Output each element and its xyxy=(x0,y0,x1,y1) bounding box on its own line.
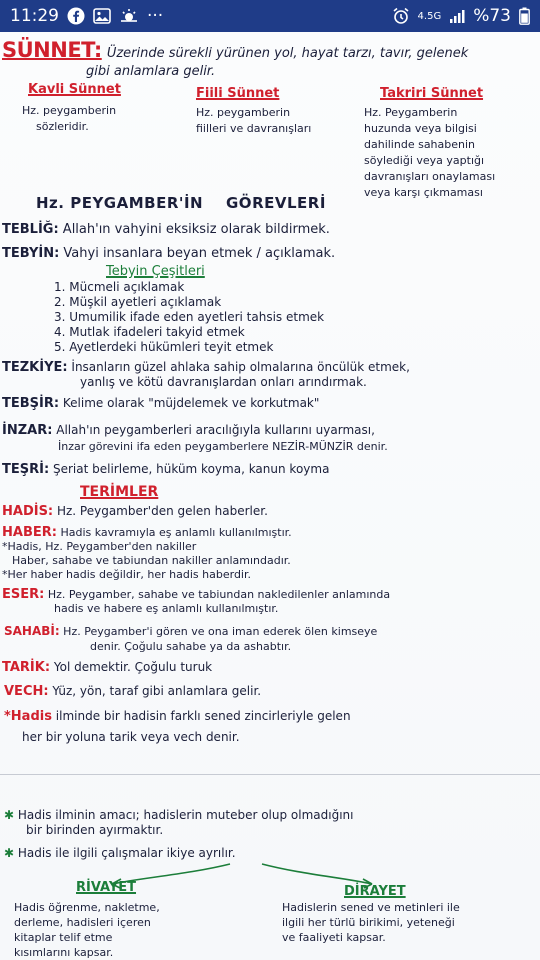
term-sahabi xyxy=(4,624,538,654)
sunnet-definition-line1: Üzerinde sürekli yürünen yol, hayat tarzı, tavır, gelenek xyxy=(106,46,469,61)
term-line: Hz. Peygamber'i gören ve ona iman ederek ölen kimseye xyxy=(63,625,378,638)
page-divider xyxy=(0,774,540,775)
dirayet-line: ilgili her türlü birikimi, yeteneği xyxy=(282,916,455,929)
term-line: Yüz, yön, taraf gibi anlamlara gelir. xyxy=(52,684,262,698)
type-takriri xyxy=(364,86,536,201)
term-line: denir. Çoğulu sahabe ya da ashabtır. xyxy=(90,640,292,653)
duty-line: yanlış ve kötü davranışlardan onları arındırmak. xyxy=(80,375,367,389)
type-desc-2: dahilinde sahabenin xyxy=(364,138,476,151)
duty-tebyin xyxy=(2,246,538,261)
gallery-icon xyxy=(93,8,111,24)
term-line: her bir yoluna tarik veya vech denir. xyxy=(22,730,240,744)
type-fiili xyxy=(196,86,366,137)
duty-term: TEBLİĞ: xyxy=(2,222,59,237)
type-desc-1: sözleridir. xyxy=(36,120,89,133)
duty-text: Allah'ın vahyini eksiksiz olarak bildirmek. xyxy=(62,222,330,237)
battery-icon xyxy=(519,7,530,25)
note-line: Hadis ilminin amacı; hadislerin muteber olup olmadığını xyxy=(17,808,354,822)
note-line: Hadis ile ilgili çalışmalar ikiye ayrılır. xyxy=(17,846,236,860)
duty-term: TEZKİYE: xyxy=(2,360,68,375)
type-desc-5: veya karşı çıkmaması xyxy=(364,186,483,199)
list-item: 4. Mutlak ifadeleri takyid etmek xyxy=(54,325,245,339)
type-desc-4: davranışları onaylaması xyxy=(364,170,496,183)
list-item: 5. Ayetlerdeki hükümleri teyit etmek xyxy=(54,340,274,354)
term-hadis xyxy=(2,504,538,519)
term-line: *Hadis, Hz. Peygamber'den nakiller xyxy=(2,540,197,553)
duty-term: TEBYİN: xyxy=(2,246,60,261)
duty-term: TEŞRİ: xyxy=(2,462,50,477)
term-name: VECH: xyxy=(4,684,49,699)
term-line: Hz. Peygamber, sahabe ve tabiundan nakledilenler anlamında xyxy=(47,588,391,601)
term-name: HABER: xyxy=(2,525,57,540)
list-item: 3. Umumilik ifade eden ayetleri tahsis etmek xyxy=(54,310,325,324)
sunnet-definition-line2: gibi anlamlara gelir. xyxy=(86,64,216,79)
list-item: 1. Mücmeli açıklamak xyxy=(54,280,185,294)
type-title: Kavli Sünnet xyxy=(28,82,121,97)
signal-icon xyxy=(449,9,465,23)
battery-level: %73 xyxy=(473,6,511,26)
notes-image xyxy=(0,32,540,960)
duty-text: Vahyi insanlara beyan etmek / açıklamak. xyxy=(63,246,336,261)
status-bar xyxy=(0,0,540,32)
duty-line: İnsanların güzel ahlaka sahip olmalarına öncülük etmek, xyxy=(71,360,410,374)
term-line: Hadis kavramıyla eş anlamlı kullanılmıştır. xyxy=(60,526,292,539)
duties-heading: Hz. PEYGAMBER'İN GÖREVLERİ xyxy=(36,194,326,212)
type-desc-0: Hz. peygamberin xyxy=(22,104,117,117)
dirayet-line: ve faaliyeti kapsar. xyxy=(282,931,386,944)
term-line: Hz. Peygamber'den gelen haberler. xyxy=(56,504,268,518)
term-line: ilminde bir hadisin farklı sened zincirleriyle gelen xyxy=(55,709,351,723)
rivayet-line: kitaplar telif etme xyxy=(14,931,113,944)
clock: 11:29 xyxy=(10,6,59,26)
more-dots: ··· xyxy=(147,6,164,26)
term-haber xyxy=(2,526,538,582)
duty-term: İNZAR: xyxy=(2,423,53,438)
term-name: TARİK: xyxy=(2,660,51,675)
duty-teblig xyxy=(2,222,538,237)
network-type: 4.5G xyxy=(417,10,442,22)
duty-tezkiye xyxy=(2,360,538,390)
weather-icon xyxy=(119,8,139,24)
star-icon: ✱ xyxy=(4,808,15,822)
rivayet-line: kısımlarını kapsar. xyxy=(14,946,114,959)
term-hadis-note xyxy=(4,706,538,747)
sunnet-definition xyxy=(2,38,538,62)
duty-inzar xyxy=(2,422,538,455)
term-line: Haber, sahabe ve tabiundan nakiller anlamındadır. xyxy=(12,554,291,567)
bottom-note-1 xyxy=(4,808,538,838)
type-title: Takriri Sünnet xyxy=(380,86,484,101)
duty-tebsir xyxy=(2,396,538,411)
dirayet-desc xyxy=(282,900,536,945)
alarm-icon xyxy=(392,7,410,25)
duty-line: Kelime olarak "müjdelemek ve korkutmak" xyxy=(62,396,320,410)
rivayet-line: Hadis öğrenme, nakletme, xyxy=(14,901,160,914)
duty-term: TEBŞİR: xyxy=(2,396,60,411)
term-name: ESER: xyxy=(2,587,45,602)
facebook-icon xyxy=(67,7,85,25)
list-item: 2. Müşkil ayetleri açıklamak xyxy=(54,295,222,309)
term-tarik xyxy=(2,660,538,675)
type-kavli xyxy=(22,82,182,135)
tebyin-types-heading: Tebyin Çeşitleri xyxy=(106,264,205,279)
duty-tesri xyxy=(2,462,538,477)
term-name: SAHABİ: xyxy=(4,624,60,638)
star-icon: ✱ xyxy=(4,846,15,860)
term-line: hadis ve habere eş anlamlı kullanılmıştır. xyxy=(54,602,279,615)
duty-line: Allah'ın peygamberleri aracılığıyla kullarını uyarması, xyxy=(56,423,375,437)
term-vech xyxy=(4,684,538,699)
duty-line: İnzar görevini ifa eden peygamberlere NEZİR-MÜNZİR denir. xyxy=(58,440,388,453)
tebyin-types-list xyxy=(54,280,324,355)
term-name: HADİS: xyxy=(2,504,54,519)
type-desc-3: söylediği veya yaptığı xyxy=(364,154,485,167)
dirayet-line: Hadislerin sened ve metinleri ile xyxy=(282,901,460,914)
sunnet-title: SÜNNET: xyxy=(2,38,102,62)
terms-heading: TERİMLER xyxy=(80,484,159,500)
term-name: *Hadis xyxy=(4,709,52,724)
type-desc-0: Hz. Peygamberin xyxy=(364,106,458,119)
rivayet-line: derleme, hadisleri içeren xyxy=(14,916,151,929)
duty-line: Şeriat belirleme, hüküm koyma, kanun koyma xyxy=(53,462,330,476)
type-desc-0: Hz. peygamberin xyxy=(196,106,291,119)
type-desc-1: fiilleri ve davranışları xyxy=(196,122,312,135)
type-desc-1: huzunda veya bilgisi xyxy=(364,122,477,135)
note-line: bir birinden ayırmaktır. xyxy=(26,823,164,837)
type-title: Fiili Sünnet xyxy=(196,86,280,101)
term-line: Yol demektir. Çoğulu turuk xyxy=(53,660,213,674)
term-eser xyxy=(2,588,538,616)
term-line: *Her haber hadis değildir, her hadis haberdir. xyxy=(2,568,251,581)
dirayet-title: DİRAYET xyxy=(344,884,406,899)
rivayet-desc xyxy=(14,900,224,960)
rivayet-title: RİVAYET xyxy=(76,880,137,895)
